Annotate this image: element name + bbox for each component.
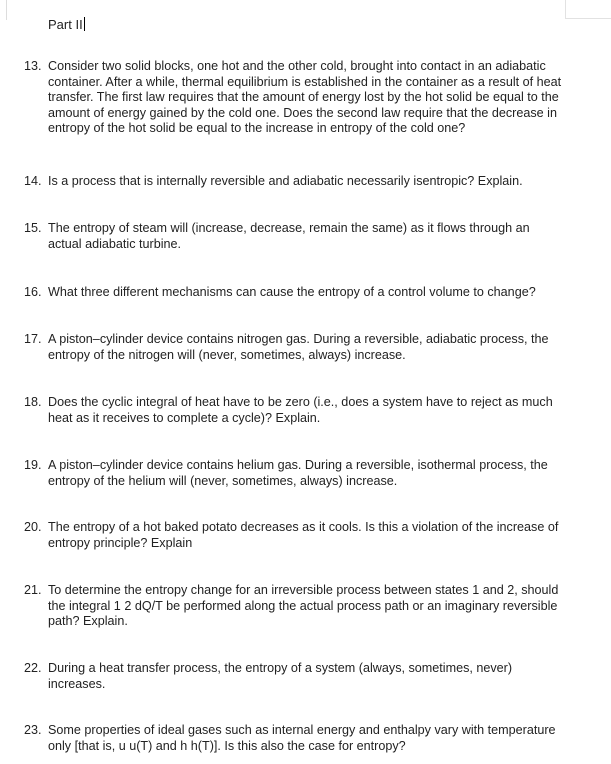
page-corner-mark-right (565, 0, 611, 19)
question-item (24, 174, 564, 190)
question-number: 15. (24, 221, 42, 235)
question-number: 16. (24, 285, 42, 299)
question-text: During a heat transfer process, the entropy of a system (always, sometimes, never) increases. (48, 661, 513, 691)
question-number: 20. (24, 520, 42, 534)
question-number: 21. (24, 583, 42, 597)
question-item (24, 520, 564, 551)
question-text: To determine the entropy change for an irreversible process between states 1 and 2, should the integral 1 2 dQ/T be performed along the actual process path or an imaginary reversible path? Explain. (48, 583, 559, 628)
question-text: Does the cyclic integral of heat have to be zero (i.e., does a system have to reject as much heat as it receives to complete a cycle)? Explain. (48, 395, 553, 425)
question-number: 14. (24, 174, 42, 188)
question-item (24, 723, 564, 754)
question-item (24, 332, 564, 363)
question-item (24, 285, 564, 301)
section-heading[interactable]: Part II (48, 17, 83, 32)
question-text: A piston–cylinder device contains helium gas. During a reversible, isothermal process, the entropy of the helium will (never, sometimes, always) increase. (48, 458, 548, 488)
question-item (24, 458, 564, 489)
question-item (24, 221, 564, 252)
question-text: Consider two solid blocks, one hot and the other cold, brought into contact in an adiabatic container. After a while, thermal equilibrium is established in the container as a result of heat transfer. The first law requires that the amount of energy lost by the hot solid be equal to the amount of energy gained by the cold one. Does the second law require that the decrease in entropy of the hot solid be equal to the increase in entropy of the cold one? (48, 59, 562, 135)
question-number: 17. (24, 332, 42, 346)
question-number: 18. (24, 395, 42, 409)
question-item (24, 395, 564, 426)
question-item (24, 583, 564, 630)
question-number: 22. (24, 661, 42, 675)
question-text: Some properties of ideal gases such as internal energy and enthalpy vary with temperature only [that is, u u(T) and h h(T)]. Is this also the case for entropy? (48, 723, 556, 753)
question-text: The entropy of steam will (increase, decrease, remain the same) as it flows through an actual adiabatic turbine. (48, 221, 530, 251)
question-text: The entropy of a hot baked potato decreases as it cools. Is this a violation of the increase of entropy principle? Explain (48, 520, 559, 550)
question-item (24, 661, 564, 692)
question-text: What three different mechanisms can cause the entropy of a control volume to change? (48, 285, 536, 299)
question-text: A piston–cylinder device contains nitrogen gas. During a reversible, adiabatic process, the entropy of the nitrogen will (never, sometimes, always) increase. (48, 332, 549, 362)
text-cursor (84, 17, 85, 31)
page-corner-mark-left (0, 0, 7, 20)
question-number: 13. (24, 59, 42, 73)
question-item (24, 59, 564, 137)
question-number: 19. (24, 458, 42, 472)
question-text: Is a process that is internally reversible and adiabatic necessarily isentropic? Explain. (48, 174, 523, 188)
question-number: 23. (24, 723, 42, 737)
